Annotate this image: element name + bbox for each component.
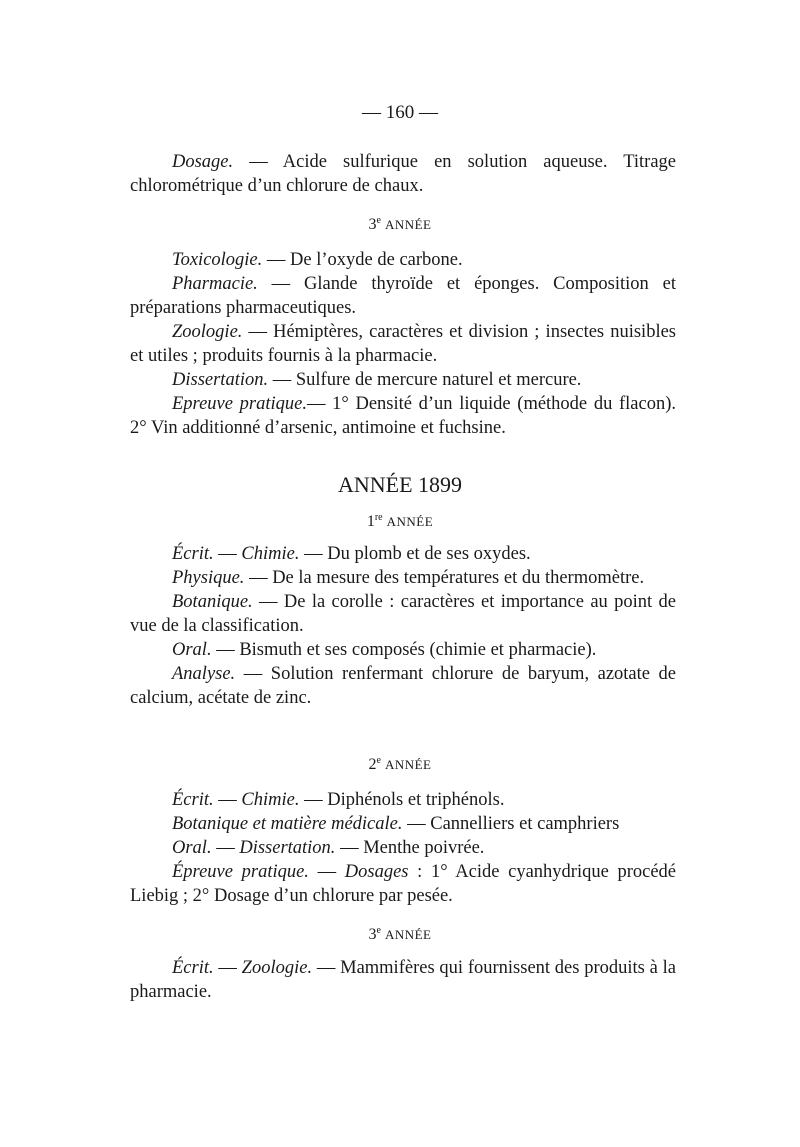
oral-text: — Bismuth et ses composés (chimie et pharmacie). (211, 640, 597, 660)
dissertation-paragraph (130, 368, 676, 392)
ecrit-zoologie-paragraph (130, 956, 676, 1004)
oral-dissertation-paragraph (130, 836, 676, 860)
heading-number: 1 (366, 513, 375, 530)
physique-text: — De la mesure des températures et du thermomètre. (244, 568, 645, 588)
dissertation-label: Dissertation. (172, 370, 269, 390)
heading-word: ANNÉE (384, 757, 432, 772)
heading-number: 3 (368, 216, 377, 233)
dissertation-text: — Sulfure de mercure naturel et mercure. (268, 370, 582, 390)
analyse-text: — Solution renfermant chlorure de baryum, azotate de calcium, acétate de zinc. (130, 664, 676, 708)
dosage-block (130, 150, 676, 198)
pharmacie-label: Pharmacie. (172, 274, 258, 294)
pharmacie-text: — Glande thyroïde et éponges. Composition et préparations pharmaceutiques. (130, 274, 676, 318)
annee1-block (130, 542, 676, 710)
heading-word: ANNÉE (386, 514, 434, 529)
annee3-prev-block (130, 248, 676, 440)
epreuve-paragraph (130, 860, 676, 908)
heading-1re-annee (0, 513, 800, 531)
ecrit-label: Écrit. (172, 544, 214, 564)
zoologie-text: — Hémiptères, caractères et division ; insectes nuisibles et utiles ; produits fournis à la pharmacie. (130, 322, 676, 366)
chimie-label: Chimie. (241, 790, 300, 810)
dosage-text: — Acide sulfurique en solution aqueuse. Titrage chlorométrique d’un chlorure de chaux. (130, 152, 676, 196)
oral-separator: — (211, 838, 240, 858)
annee3-block (130, 956, 676, 1004)
pharmacie-paragraph (130, 272, 676, 320)
zoologie-label: Zoologie. (172, 322, 243, 342)
ecrit-separator: — (213, 790, 242, 810)
toxicologie-paragraph (130, 248, 676, 272)
epreuve-label: Epreuve pratique. (172, 394, 307, 414)
ecrit-chimie-paragraph (130, 542, 676, 566)
botanique-text: — De la corolle : caractères et importance au point de vue de la classification. (130, 592, 676, 636)
zoologie-text: — Mammifères qui fournissent des produits à la pharmacie. (130, 958, 676, 1002)
dissertation-text: — Menthe poivrée. (335, 838, 485, 858)
heading-number: 3 (368, 926, 377, 943)
heading-sup: e (376, 755, 381, 766)
botanique-paragraph (130, 812, 676, 836)
epreuve-separator: — (308, 862, 345, 882)
botanique-label: Botanique et matière médicale. (172, 814, 403, 834)
epreuve-label: Épreuve pratique. (172, 862, 309, 882)
physique-paragraph (130, 566, 676, 590)
zoologie-paragraph (130, 320, 676, 368)
epreuve-text: : 1° Acide cyanhydrique procédé Liebig ; 2° Dosage d’un chlorure par pesée. (130, 862, 677, 906)
year-heading: ANNÉE 1899 (337, 472, 463, 497)
heading-word: ANNÉE (384, 217, 432, 232)
heading-number: 2 (368, 756, 377, 773)
toxicologie-text: — De l’oxyde de carbone. (262, 250, 463, 270)
toxicologie-label: Toxicologie. (172, 250, 263, 270)
chimie-text: — Diphénols et triphénols. (299, 790, 505, 810)
chimie-label: Chimie. (241, 544, 300, 564)
botanique-label: Botanique. (172, 592, 253, 612)
heading-sup: re (374, 512, 383, 523)
zoologie-label: Zoologie. (241, 958, 313, 978)
analyse-paragraph (130, 662, 676, 710)
dissertation-label: Dissertation. (239, 838, 336, 858)
heading-word: ANNÉE (384, 927, 432, 942)
heading-sup: e (376, 215, 381, 226)
analyse-label: Analyse. (172, 664, 236, 684)
oral-label: Oral. (172, 838, 212, 858)
oral-label: Oral. (172, 640, 212, 660)
ecrit-separator: — (213, 544, 242, 564)
botanique-paragraph (130, 590, 676, 638)
heading-3e-annee-2 (0, 926, 800, 944)
chimie-text: — Du plomb et de ses oxydes. (299, 544, 531, 564)
oral-paragraph (130, 638, 676, 662)
heading-3e-annee-1 (0, 216, 800, 234)
heading-2e-annee (0, 756, 800, 774)
physique-label: Physique. (172, 568, 245, 588)
botanique-text: — Cannelliers et camphriers (402, 814, 620, 834)
annee2-block (130, 788, 676, 908)
page-number: — 160 — (362, 102, 438, 123)
ecrit-label: Écrit. (172, 790, 214, 810)
heading-sup: e (376, 925, 381, 936)
ecrit-label: Écrit. (172, 958, 214, 978)
dosage-paragraph (130, 150, 676, 198)
ecrit-separator: — (213, 958, 242, 978)
dosage-label: Dosage. (172, 152, 234, 172)
epreuve-paragraph (130, 392, 676, 440)
dosages-label: Dosages (344, 862, 409, 882)
epreuve-text: — 1° Densité d’un liquide (méthode du flacon). 2° Vin additionné d’arsenic, antimoine et fuchsine. (130, 394, 677, 438)
ecrit-chimie-paragraph (130, 788, 676, 812)
